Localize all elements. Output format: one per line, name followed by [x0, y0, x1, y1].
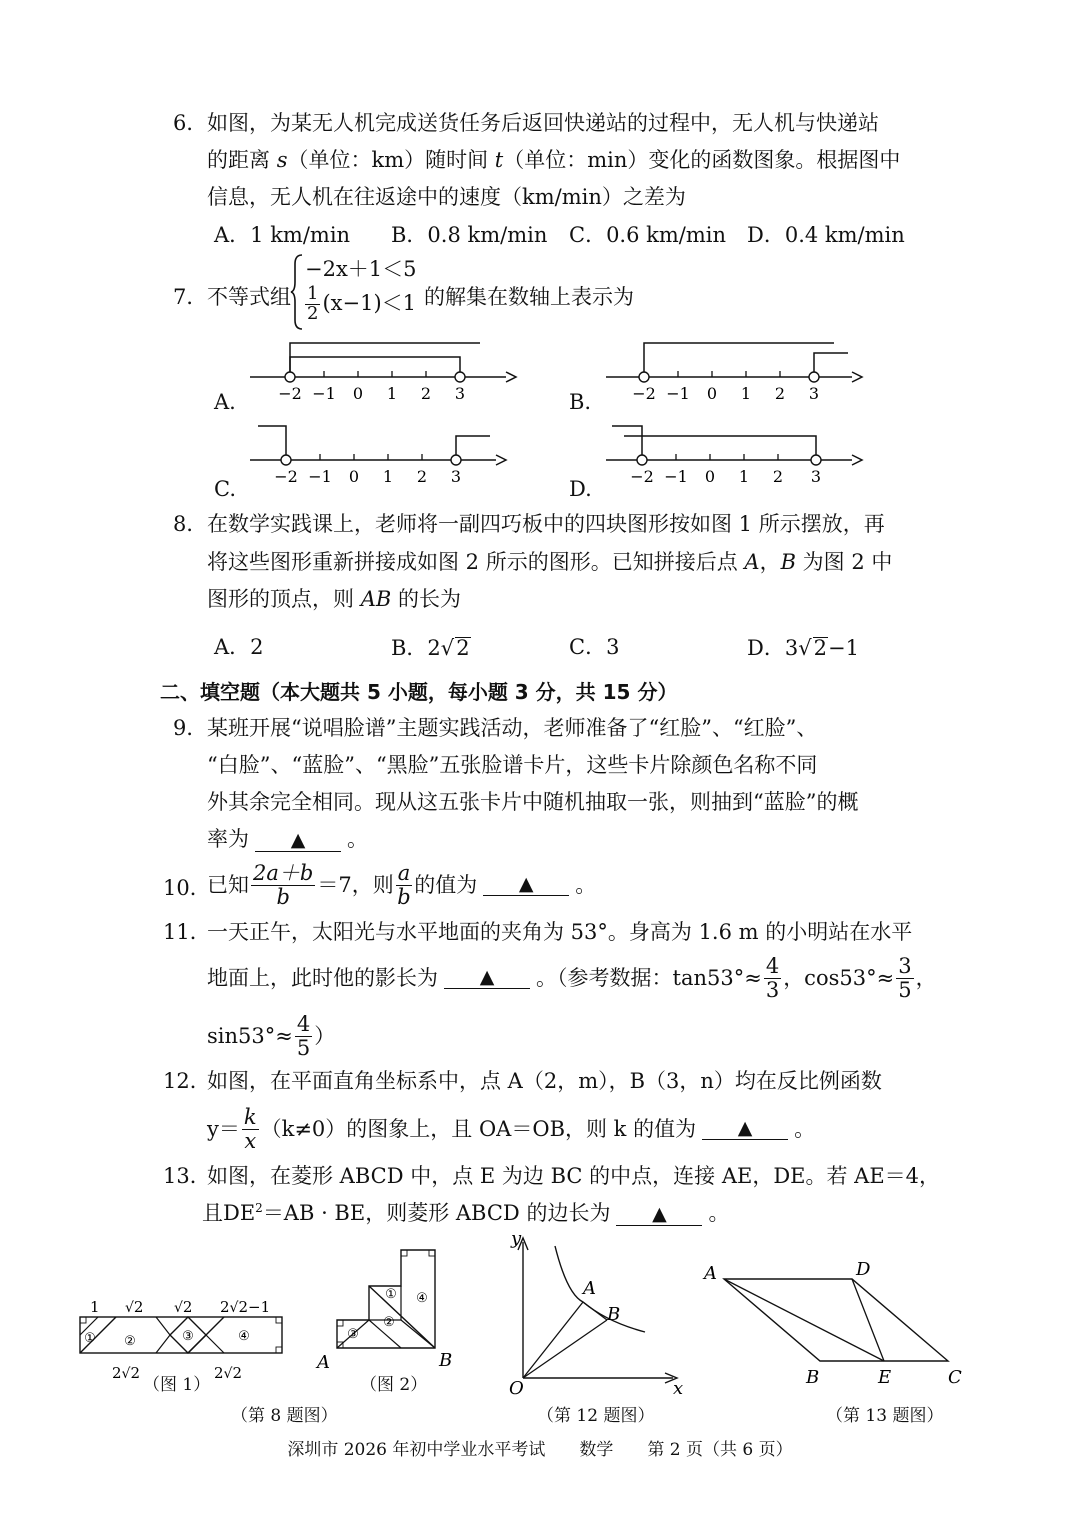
option-c-label[interactable]: C.: [214, 477, 236, 501]
point-a-label: A: [317, 1352, 330, 1373]
vertex-a-label: A: [704, 1263, 717, 1284]
question-13-number: 13．: [163, 1164, 211, 1188]
question-9-line-2: “白脸”、“蓝脸”、“黑脸”五张脸谱卡片，这些卡片除颜色名称不同: [207, 753, 818, 777]
number-line-a[interactable]: [240, 335, 520, 405]
page-footer: 深圳市 2026 年初中学业水平考试 数学 第 2 页（共 6 页）: [287, 1440, 793, 1460]
tick-label: −2: [630, 467, 654, 486]
tick-label: −1: [666, 384, 690, 403]
length-label: 2√2: [214, 1364, 243, 1382]
question-6-line-2: 的距离 s（单位：km）随时间 t（单位：min）变化的函数图象。根据图中: [207, 148, 901, 172]
vertex-c-label: C: [948, 1367, 962, 1388]
tick-label: 3: [808, 384, 820, 403]
piece-1-label: ①: [385, 1287, 397, 1302]
point-b-label: B: [439, 1350, 453, 1371]
option-b-label[interactable]: B.: [569, 390, 592, 414]
question-6-option-b[interactable]: B．0.8 km/min: [391, 223, 548, 247]
inequality-2: $\frac{1}{2}$ (x−1)＜1: [307, 283, 416, 324]
figure-12-caption: （第 12 题图）: [537, 1406, 655, 1426]
tick-label: 2: [416, 467, 428, 486]
question-8-line-3: 图形的顶点，则 AB 的长为: [207, 587, 461, 611]
tick-label: 3: [450, 467, 462, 486]
tick-label: 1: [740, 384, 752, 403]
question-9-line-1: 某班开展“说唱脸谱”主题实践活动，老师准备了“红脸”、“红脸”、: [207, 716, 818, 740]
question-6-line-3: 信息，无人机在往返途中的速度（km/min）之差为: [207, 185, 686, 209]
tick-label: 0: [348, 467, 360, 486]
piece-3-label: ③: [182, 1329, 194, 1344]
tick-label: 0: [706, 384, 718, 403]
tick-label: 1: [386, 384, 398, 403]
figure-8-caption: （第 8 题图）: [231, 1406, 338, 1426]
vertex-d-label: D: [856, 1259, 871, 1280]
question-11-number: 11．: [163, 920, 211, 944]
tick-label: 2: [772, 467, 784, 486]
question-11-line-3: sin53°≈ $\frac{4}{5}$ ）: [207, 1012, 336, 1060]
question-11-line-2: 地面上，此时他的影长为 ▲ 。（参考数据：tan53°≈ $\frac{4}{3}$ ，cos53°≈ $\frac{3}{5}$ ，: [207, 954, 937, 1002]
question-6-number: 6．: [173, 111, 208, 135]
point-a-label: A: [583, 1278, 596, 1299]
figure-8-tangram-2: [317, 1240, 465, 1380]
question-6-option-c[interactable]: C．0.6 km/min: [569, 223, 727, 247]
question-8-option-c[interactable]: C．3: [569, 635, 620, 659]
tick-label: 3: [810, 467, 822, 486]
question-8-option-d[interactable]: D．3√2−1: [747, 636, 859, 660]
tick-label: −1: [664, 467, 688, 486]
answer-blank-11[interactable]: ▲: [444, 968, 530, 989]
section-2-heading: 二、填空题（本大题共 5 小题，每小题 3 分，共 15 分）: [160, 680, 678, 704]
question-8-option-a[interactable]: A．2: [214, 635, 264, 659]
length-label: √2: [174, 1298, 193, 1316]
tick-label: 0: [352, 384, 364, 403]
question-9-line-3: 外其余完全相同。现从这五张卡片中随机抽取一张，则抽到“蓝脸”的概: [207, 790, 859, 814]
answer-blank-10[interactable]: ▲: [483, 875, 569, 896]
figure-12-coordinate-plane: [495, 1222, 695, 1397]
answer-blank-9[interactable]: ▲: [255, 831, 341, 852]
option-a-label[interactable]: A.: [214, 390, 236, 414]
tick-label: 1: [382, 467, 394, 486]
tick-label: 1: [738, 467, 750, 486]
question-10-number: 10．: [163, 876, 211, 900]
tick-label: −1: [312, 384, 336, 403]
piece-2-label: ②: [124, 1334, 136, 1349]
point-e-label: E: [878, 1367, 892, 1388]
tick-label: −2: [274, 467, 298, 486]
question-9-line-4: 率为 ▲ 。: [207, 827, 368, 851]
question-8-option-b[interactable]: B．2√2: [391, 636, 470, 660]
option-d-label[interactable]: D.: [569, 477, 592, 501]
answer-blank-12[interactable]: ▲: [702, 1119, 788, 1140]
piece-1-label: ①: [84, 1331, 96, 1346]
number-line-c[interactable]: [240, 420, 520, 490]
tick-label: −1: [308, 467, 332, 486]
length-label: 2√2−1: [220, 1298, 271, 1316]
figure-13-rhombus: [700, 1255, 980, 1395]
question-6-option-d[interactable]: D．0.4 km/min: [747, 223, 905, 247]
question-8-line-2: 将这些图形重新拼接成如图 2 所示的图形。已知拼接后点 A，B 为图 2 中: [207, 550, 893, 574]
question-6-line-1: 如图，为某无人机完成送货任务后返回快递站的过程中，无人机与快递站: [207, 111, 879, 135]
question-10-line: 已知 $\frac{2a+b}{b}$ ＝7，则 $\frac{a}{b}$ 的值为 ▲ 。: [207, 861, 597, 909]
question-12-number: 12．: [163, 1069, 211, 1093]
answer-blank-13[interactable]: ▲: [616, 1205, 702, 1226]
tick-label: −2: [632, 384, 656, 403]
question-7-stem-a: 不等式组: [207, 285, 291, 309]
question-9-number: 9．: [173, 716, 208, 740]
number-line-b[interactable]: [596, 335, 876, 405]
y-axis-label: y: [511, 1228, 522, 1249]
tick-label: 0: [704, 467, 716, 486]
question-8-line-1: 在数学实践课上，老师将一副四巧板中的四块图形按如图 1 所示摆放，再: [207, 512, 885, 536]
length-label: 1: [90, 1298, 100, 1316]
point-b-label: B: [607, 1304, 621, 1325]
origin-label: O: [509, 1378, 524, 1399]
length-label: 2√2: [112, 1364, 141, 1382]
question-11-line-1: 一天正午，太阳光与水平地面的夹角为 53°。身高为 1.6 m 的小明站在水平: [207, 920, 913, 944]
length-label: √2: [125, 1298, 144, 1316]
piece-4-label: ④: [416, 1291, 428, 1306]
tick-label: −2: [278, 384, 302, 403]
question-8-number: 8．: [173, 512, 208, 536]
question-12-line-2: y＝ $\frac{k}{x}$ （k≠0）的图象上，且 OA＝OB，则 k 的值为 ▲ 。: [207, 1105, 816, 1153]
piece-4-label: ④: [238, 1329, 250, 1344]
tick-label: 2: [774, 384, 786, 403]
number-line-d[interactable]: [596, 420, 876, 490]
tick-label: 2: [420, 384, 432, 403]
x-axis-label: x: [673, 1378, 684, 1399]
figure-1-caption: （图 1）: [143, 1375, 211, 1395]
question-7-number: 7．: [173, 285, 208, 309]
piece-3-label: ③: [347, 1327, 359, 1342]
figure-2-caption: （图 2）: [360, 1375, 428, 1395]
vertex-b-label: B: [806, 1367, 820, 1388]
question-12-line-1: 如图，在平面直角坐标系中，点 A（2，m），B（3，n）均在反比例函数: [207, 1069, 882, 1093]
figure-13-caption: （第 13 题图）: [826, 1406, 944, 1426]
inequality-1: −2x＋1＜5: [305, 257, 417, 281]
inequality-brace: [290, 252, 304, 332]
question-13-line-2: 且$DE^2=AB$ · BE，则菱形 ABCD 的边长为 ▲ 。: [202, 1201, 730, 1225]
tick-label: 3: [454, 384, 466, 403]
piece-2-label: ②: [383, 1315, 395, 1330]
question-13-line-1: 如图，在菱形 ABCD 中，点 E 为边 BC 的中点，连接 AE，DE。若 AE＝4，: [207, 1164, 941, 1188]
question-6-option-a[interactable]: A．1 km/min: [214, 223, 351, 247]
question-7-stem-b: 的解集在数轴上表示为: [424, 285, 634, 309]
